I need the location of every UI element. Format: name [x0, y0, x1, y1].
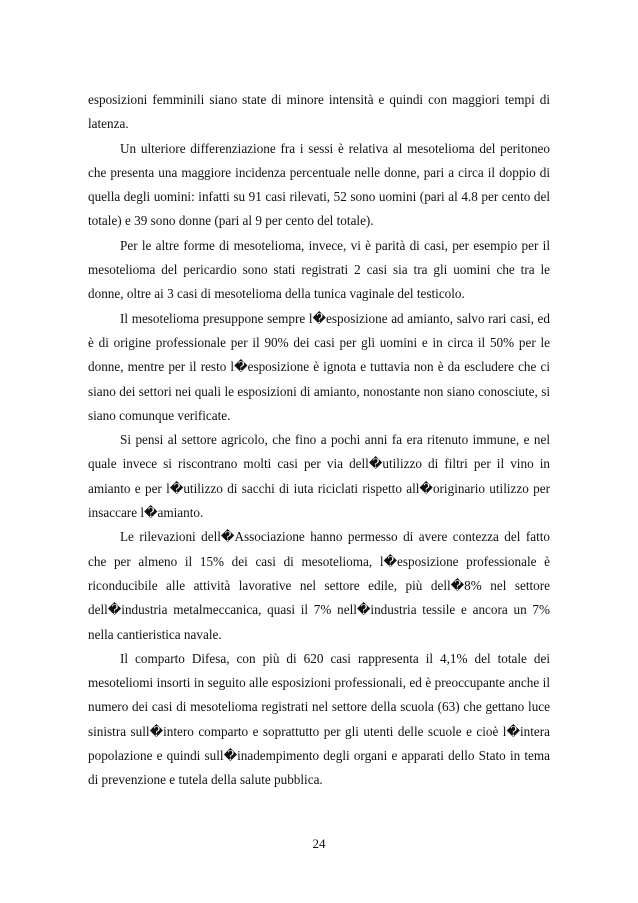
paragraph-asbestos-exposure: Il mesotelioma presuppone sempre l�esposizione ad amianto, salvo rari casi, ed è di origine professionale per il 90% dei casi per gli uomini e in circa il 50% per le donne, mentre per il resto l�esposizione è ignota e tuttavia non è da escludere che ci siano dei settori nei quali le esposizioni di amianto, nonostante non siano conosciute, si siano comunque verificate.: [88, 310, 550, 423]
page-number: 24: [312, 836, 326, 851]
paragraph-association-findings: Le rilevazioni dell�Associazione hanno permesso di avere contezza del fatto che per almeno il 15% dei casi di mesotelioma, l�esposizione professionale è riconducibile alle attività lavorative nel settore edile, più dell�8% nel settore dell�industria metalmeccanica, quasi il 7% nell�industria tessile e ancora un 7% nella cantieristica navale.: [88, 529, 550, 642]
body-text: [88, 88, 550, 793]
paragraph-defense-sector: Il comparto Difesa, con più di 620 casi rappresenta il 4,1% del totale dei mesoteliomi insorti in seguito alle esposizioni professionali, ed è preoccupante anche il numero dei casi di mesotelioma registrati nel settore della scuola (63) che gettano luce sinistra sull�intero comparto e soprattutto per gli utenti delle scuole e cioè l�intera popolazione e quindi sull�inadempimento degli organi e apparati dello Stato in tema di prevenzione e tutela della salute pubblica.: [88, 650, 550, 788]
paragraph-peritoneum: Un ulteriore differenziazione fra i sessi è relativa al mesotelioma del peritoneo che presenta una maggiore incidenza percentuale nelle donne, pari a circa il doppio di quella degli uomini: infatti su 91 casi rilevati, 52 sono uomini (pari al 4.8 per cento del totale) e 39 sono donne (pari al 9 per cento del totale).: [88, 140, 550, 229]
paragraph-continuation: esposizioni femminili siano state di minore intensità e quindi con maggiori tempi di latenza.: [88, 92, 550, 132]
paragraph-other-forms: Per le altre forme di mesotelioma, invece, vi è parità di casi, per esempio per il mesotelioma del pericardio sono stati registrati 2 casi sia tra gli uomini che tra le donne, oltre ai 3 casi di mesotelioma della tunica vaginale del testicolo.: [88, 237, 550, 302]
paragraph-agriculture: Si pensi al settore agricolo, che fino a pochi anni fa era ritenuto immune, e nel quale invece si riscontrano molti casi per via dell�utilizzo di filtri per il vino in amianto e per l�utilizzo di sacchi di iuta riciclati rispetto all�originario utilizzo per insaccare l�amianto.: [88, 432, 550, 521]
